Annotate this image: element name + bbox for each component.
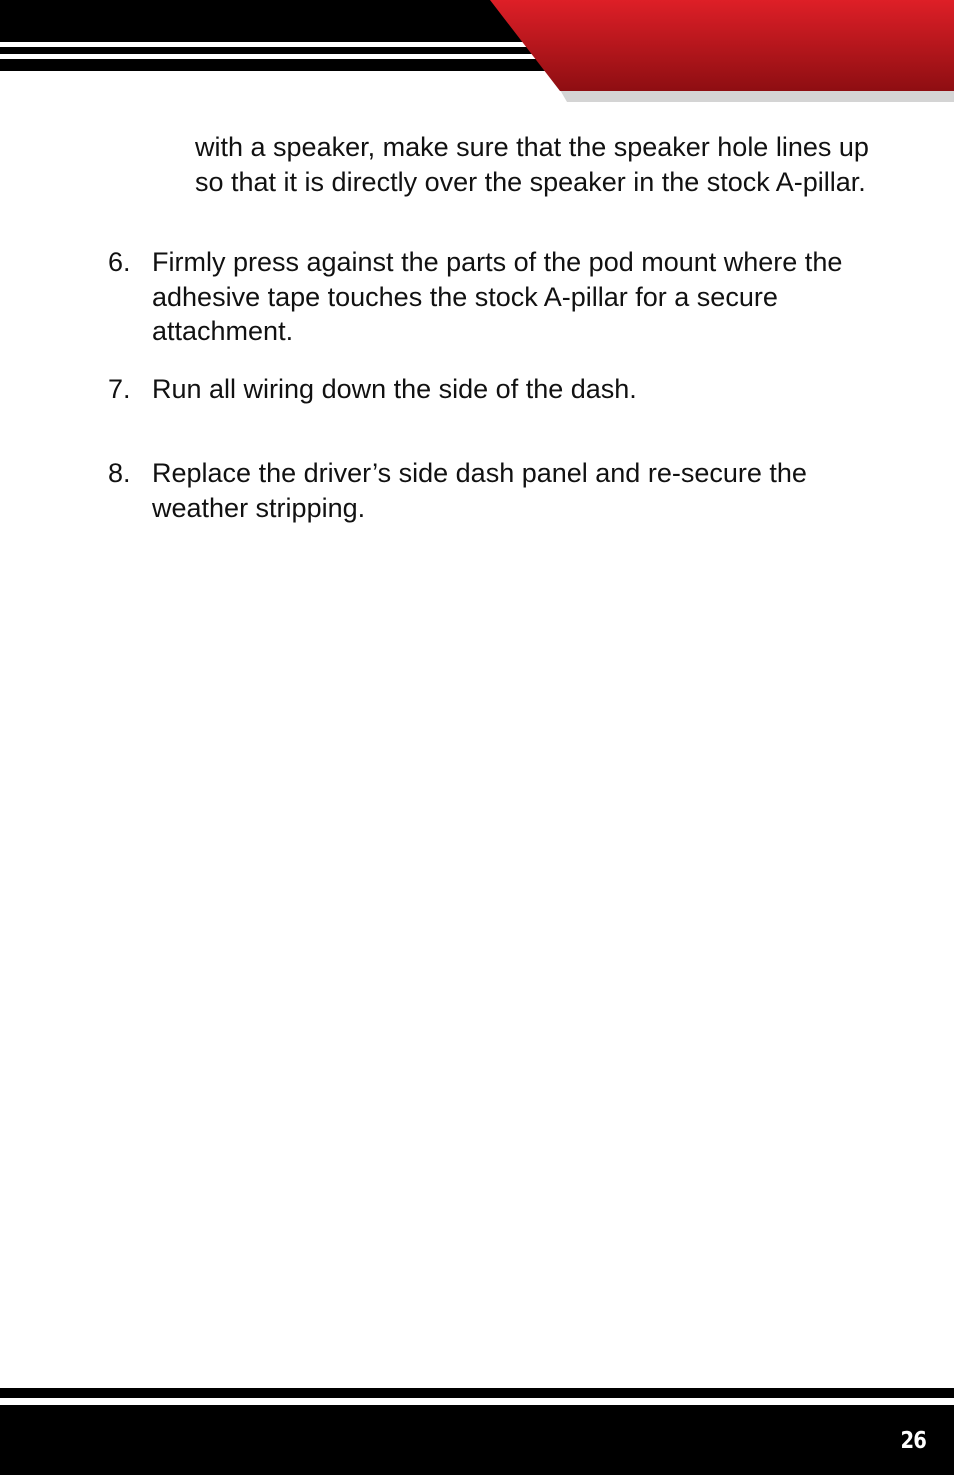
list-item [108,456,888,525]
continuation-paragraph: with a speaker, make sure that the speaker hole lines up so that it is directly over the speaker in the stock A-pillar. [195,132,869,197]
list-item [108,372,888,407]
footer-bar [0,1405,954,1475]
step-number: 6. [108,247,131,277]
step-number: 7. [108,374,131,404]
list-item [108,245,888,349]
step-text: Run all wiring down the side of the dash. [152,374,637,404]
header-stripe-graphic [0,0,954,105]
step-number: 8. [108,458,131,488]
step-text: Firmly press against the parts of the pod mount where the adhesive tape touches the stock A-pillar for a secure attachment. [152,247,843,346]
header-black-stripe [0,47,542,54]
header-black-band [0,0,540,42]
step-text: Replace the driver’s side dash panel and re-secure the weather stripping. [152,458,807,523]
page-number: 26 [900,1428,926,1454]
footer-rule [0,1388,954,1398]
header-red-tab [490,0,954,91]
header-black-stripe-lower [0,59,556,71]
